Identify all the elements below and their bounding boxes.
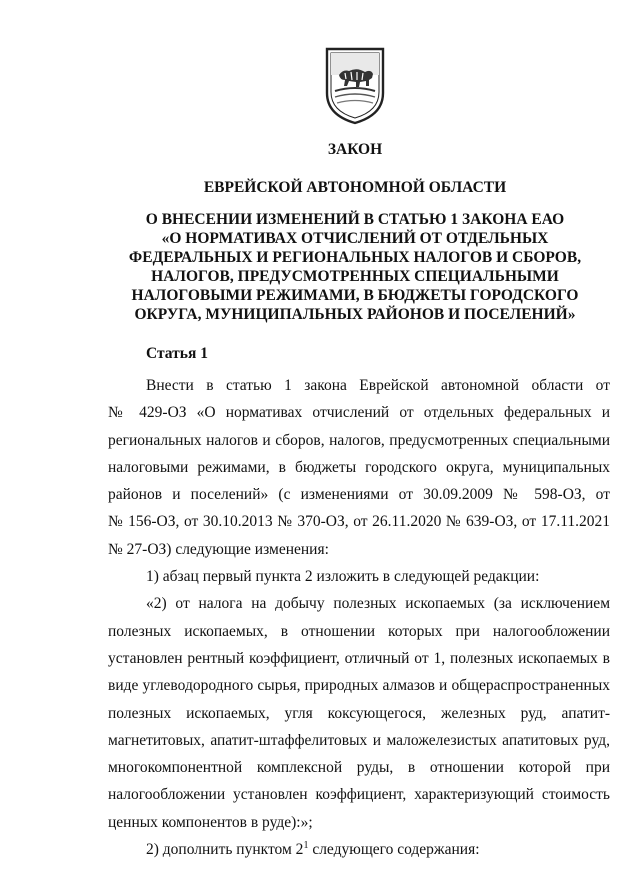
body-line: «2) от налога на добычу полезных ископаемых (за исключением (146, 595, 610, 613)
body-line: № 156-ОЗ, от 30.10.2013 № 370-ОЗ, от 26.11.2020 № 639-ОЗ, от 17.11.2021 (108, 513, 610, 531)
body-line: многокомпонентной комплексной руды, в отношении которой при (108, 759, 610, 777)
body-line: налоговыми режимами, в бюджеты городского округа, муниципальных (108, 458, 610, 476)
body-line: установлен рентный коэффициент, отличный от 1, полезных ископаемых в (108, 649, 610, 667)
body-line: № 429-ОЗ «О нормативах отчислений от отдельных федеральных и (108, 404, 610, 422)
subject-line: О ВНЕСЕНИИ ИЗМЕНЕНИЙ В СТАТЬЮ 1 ЗАКОНА ЕАО (145, 211, 565, 228)
body-line: виде углеводородного сырья, природных алмазов и общераспространенных (108, 677, 610, 695)
law-subject (110, 210, 600, 324)
body-line: полезных ископаемых, угля коксующегося, железных руд, апатит- (108, 704, 610, 722)
region-heading: ЕВРЕЙСКОЙ АВТОНОМНОЙ ОБЛАСТИ (203, 179, 507, 196)
body-line: полезных ископаемых, в отношении которых при налогообложении (108, 622, 610, 640)
tiger-shield-icon (323, 45, 387, 125)
body-line: налогообложении установлен коэффициент, характеризующий стоимость (108, 786, 610, 804)
law-heading: ЗАКОН (327, 141, 383, 158)
body-line: 1) абзац первый пункта 2 изложить в следующей редакции: (146, 568, 540, 586)
last-line-superscript: 1 (303, 839, 309, 851)
body-line: Внести в статью 1 закона Еврейской автономной области от (146, 377, 610, 394)
last-line-pre: 2) дополнить пунктом 2 (146, 841, 304, 859)
article-title: Статья 1 (146, 345, 208, 362)
last-line-post: следующего содержания: (308, 841, 480, 859)
subject-line: «О НОРМАТИВАХ ОТЧИСЛЕНИЙ ОТ ОТДЕЛЬНЫХ (161, 230, 549, 247)
body-line-last (108, 836, 610, 863)
body-line: районов и поселений» (с изменениями от 30.09.2009 № 598-ОЗ, от (108, 486, 610, 504)
body-line: ценных компонентов в руде):»; (108, 813, 313, 831)
body-line: № 27-ОЗ) следующие изменения: (108, 540, 329, 558)
subject-line: ОКРУГА, МУНИЦИПАЛЬНЫХ РАЙОНОВ И ПОСЕЛЕНИЙ» (134, 306, 576, 323)
subject-line: НАЛОГОВ, ПРЕДУСМОТРЕННЫХ СПЕЦИАЛЬНЫМИ (151, 268, 559, 285)
subject-line: НАЛОГОВЫМИ РЕЖИМАМИ, В БЮДЖЕТЫ ГОРОДСКОГО (131, 287, 579, 304)
coat-of-arms-emblem (323, 45, 387, 125)
body-line: магнетитовых, апатит-штаффелитовых и маложелезистых апатитовых руд, (108, 731, 610, 749)
subject-line: ФЕДЕРАЛЬНЫХ И РЕГИОНАЛЬНЫХ НАЛОГОВ И СБОРОВ, (128, 249, 582, 266)
article-body (108, 372, 610, 863)
body-line: региональных налогов и сборов, налогов, предусмотренных специальными (108, 431, 610, 449)
